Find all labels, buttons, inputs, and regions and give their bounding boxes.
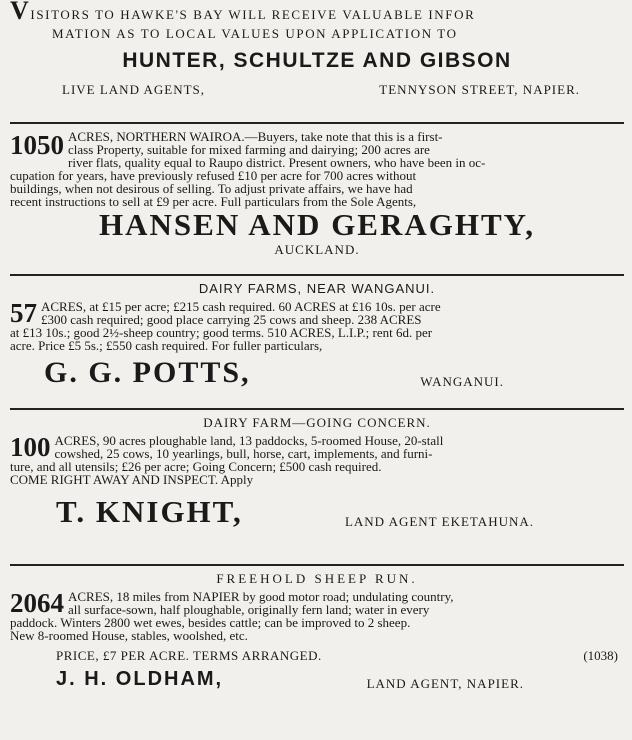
ad1-text-6: recent instructions to sell at £9 per acre. Full particulars from the Sole Agents, bbox=[10, 194, 417, 209]
ad3-text-4: COME RIGHT AWAY AND INSPECT. Apply bbox=[10, 472, 254, 487]
header-block bbox=[10, 2, 624, 120]
ad1-text-2: class Property, suitable for mixed farming and dairying; 200 acres are bbox=[68, 142, 430, 157]
ad3-place: LAND AGENT EKETAHUNA. bbox=[344, 514, 534, 529]
ad-dairy-farm-going-concern bbox=[10, 412, 624, 562]
ad-freehold-sheep-run bbox=[10, 568, 624, 718]
ad3-heading: DAIRY FARM—GOING CONCERN. bbox=[203, 415, 431, 430]
ad2-text-2: £300 cash required; good place carrying 25 cows and sheep. 238 ACRES bbox=[41, 312, 422, 327]
ad3-agent: T. KNIGHT, bbox=[56, 494, 243, 529]
ad1-text-5: buildings, when not desirous of selling. To adjust private affairs, we have had bbox=[10, 181, 413, 196]
ad3-text-2: cowshed, 25 cows, 10 yearlings, bull, horse, cart, implements, and furni- bbox=[54, 446, 433, 461]
firm-agents: LIVE LAND AGENTS, bbox=[62, 82, 206, 97]
ad2-text-3: at £13 10s.; good 2½-sheep country; good terms. 510 ACRES, L.I.P.; rent 6d. per bbox=[10, 325, 433, 340]
divider bbox=[10, 122, 624, 124]
ad1-agent: HANSEN AND GERAGHTY, bbox=[99, 207, 535, 242]
ad2-heading: DAIRY FARMS, NEAR WANGANUI. bbox=[198, 281, 436, 296]
ad3-acres-number: 100 bbox=[10, 432, 51, 462]
ad1-text-3: river flats, quality equal to Raupo district. Present owners, who have been in oc- bbox=[68, 155, 486, 170]
ad4-text-4: New 8-roomed House, stables, woolshed, etc. bbox=[10, 628, 248, 643]
header-line-1: ISITORS TO HAWKE'S BAY WILL RECEIVE VALUABLE INFOR bbox=[30, 7, 476, 22]
ad1-text-4: cupation for years, have previously refused £10 per acre for 700 acres without bbox=[10, 168, 417, 183]
ad3-text-3: ture, and all utensils; £26 per acre; Going Concern; £500 cash required. bbox=[10, 459, 382, 474]
ad4-text-2: all surface-sown, half ploughable, originally fern land; water in every bbox=[68, 602, 430, 617]
ad4-agent: J. H. OLDHAM, bbox=[56, 668, 224, 690]
ad4-price: PRICE, £7 PER ACRE. TERMS ARRANGED. bbox=[56, 648, 322, 663]
ad2-place: WANGANUI. bbox=[420, 374, 504, 389]
ad4-place: LAND AGENT, NAPIER. bbox=[366, 676, 524, 691]
divider bbox=[10, 274, 624, 276]
ad2-acres-number: 57 bbox=[10, 298, 37, 328]
ad4-acres-number: 2064 bbox=[10, 588, 64, 618]
ad4-text-1: ACRES, 18 miles from NAPIER by good motor road; undulating country, bbox=[68, 589, 454, 604]
divider bbox=[10, 408, 624, 410]
ad1-text-1: ACRES, NORTHERN WAIROA.—Buyers, take note that this is a first- bbox=[68, 129, 443, 144]
ad-northern-wairoa bbox=[10, 126, 624, 272]
ad-dairy-farms-wanganui bbox=[10, 278, 624, 406]
ad2-text-4: acre. Price £5 5s.; £550 cash required. For fuller particulars, bbox=[10, 338, 323, 353]
header-line-2: MATION AS TO LOCAL VALUES UPON APPLICATION TO bbox=[52, 26, 458, 41]
firm-name: HUNTER, SCHULTZE AND GIBSON bbox=[122, 49, 512, 72]
ad4-heading: FREEHOLD SHEEP RUN. bbox=[216, 571, 418, 586]
ad4-ref: (1038) bbox=[583, 648, 618, 663]
ad2-text-1: ACRES, at £15 per acre; £215 cash required. 60 ACRES at £16 10s. per acre bbox=[41, 299, 441, 314]
drop-cap: V bbox=[10, 0, 31, 25]
ad1-acres-number: 1050 bbox=[10, 130, 64, 160]
ad2-agent: G. G. POTTS, bbox=[44, 356, 251, 389]
ad4-text-3: paddock. Winters 2800 wet ewes, besides cattle; can be improved to 2 sheep. bbox=[10, 615, 411, 630]
ad3-text-1: ACRES, 90 acres ploughable land, 13 paddocks, 5-roomed House, 20-stall bbox=[54, 433, 444, 448]
ad1-place: AUCKLAND. bbox=[274, 242, 360, 257]
firm-address: TENNYSON STREET, NAPIER. bbox=[379, 82, 580, 97]
divider bbox=[10, 564, 624, 566]
